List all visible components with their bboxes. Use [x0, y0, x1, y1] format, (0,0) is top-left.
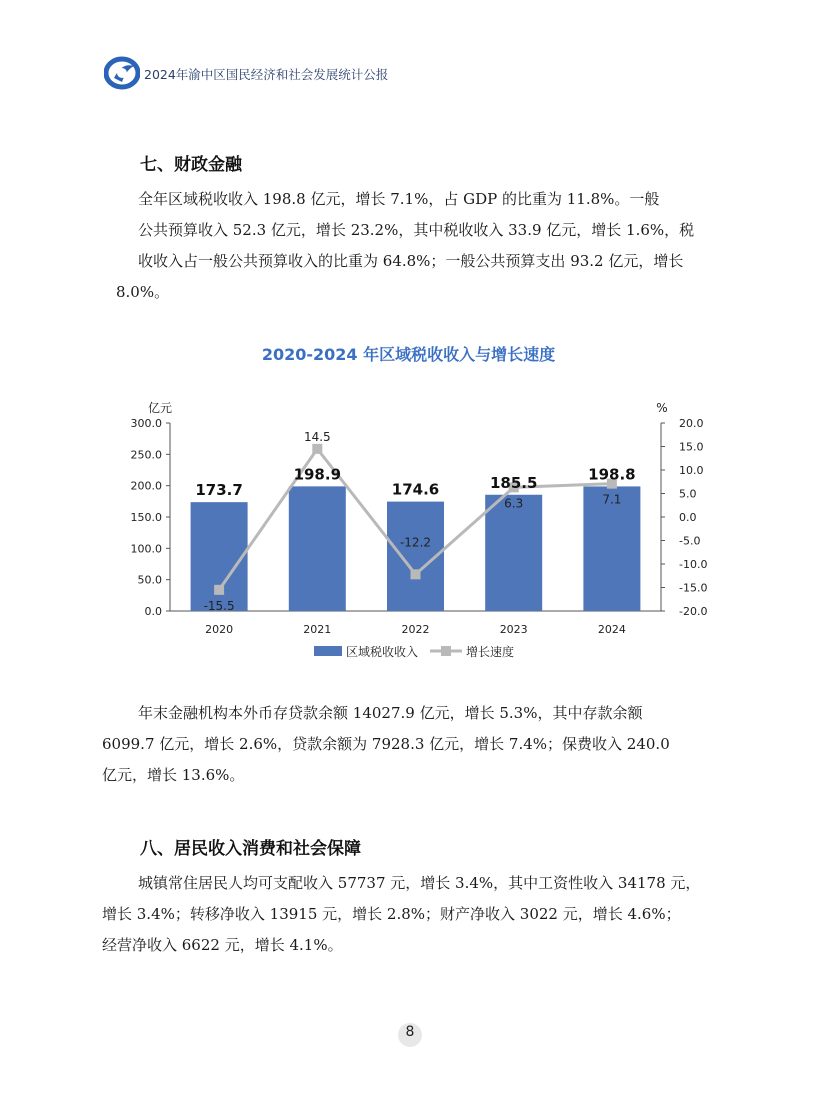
y-tick-label: 200.0	[130, 479, 162, 493]
legend-bar-swatch	[314, 646, 342, 656]
x-tick-label: 2024	[597, 623, 626, 636]
bar	[289, 486, 346, 611]
x-tick-label: 2020	[205, 623, 234, 636]
paragraph-resident-income	[102, 868, 701, 961]
y2-tick-label: -10.0	[679, 558, 708, 571]
bar-value-label: 198.9	[293, 465, 342, 484]
paragraph-financial-institutions	[102, 698, 688, 791]
legend-line-marker	[441, 646, 451, 656]
growth-value-label: -12.2	[399, 535, 432, 550]
y-tick-label: 250.0	[130, 448, 162, 462]
growth-point	[312, 444, 322, 454]
header-title: 2024年渝中区国民经济和社会发展统计公报	[144, 67, 389, 82]
legend-line-label: 增长速度	[466, 645, 515, 659]
legend-bar-label: 区域税收收入	[346, 645, 419, 659]
y-tick-label: 100.0	[130, 542, 162, 556]
section-title-income: 八、居民收入消费和社会保障	[140, 839, 361, 859]
text-line: 全年区域税收收入 198.8 亿元，增长 7.1%，占 GDP 的比重为 11.8%。一般	[138, 190, 660, 208]
growth-value-label: 6.3	[504, 496, 524, 511]
y-tick-label: 0.0	[144, 605, 162, 618]
bar-value-label: 185.5	[489, 473, 538, 492]
growth-value-label: 14.5	[303, 429, 331, 444]
text-line: 亿元，增长 13.6%。	[102, 766, 245, 784]
y-tick-label: 50.0	[137, 573, 162, 587]
y-axis-label: 亿元	[147, 401, 173, 415]
page-number-badge	[392, 1018, 432, 1054]
x-tick-label: 2022	[401, 623, 430, 636]
x-tick-label: 2021	[303, 623, 332, 636]
y2-tick-label: 0.0	[679, 511, 697, 524]
text-line: 增长 3.4%；转移净收入 13915 元，增长 2.8%；财产净收入 3022 元，增长 4.6%；	[102, 905, 681, 923]
growth-point	[411, 569, 421, 579]
bar	[485, 495, 542, 611]
y2-tick-label: 5.0	[679, 487, 697, 501]
y2-tick-label: -15.0	[679, 581, 708, 595]
page-header	[104, 56, 784, 92]
y2-tick-label: 20.0	[679, 417, 704, 430]
text-line: 经营净收入 6622 元，增长 4.1%。	[102, 936, 343, 954]
growth-point	[214, 585, 224, 595]
text-line: 公共预算收入 52.3 亿元，增长 23.2%，其中税收收入 33.9 亿元，增长 1.6%，税	[138, 221, 695, 239]
y-tick-label: 150.0	[130, 511, 162, 524]
text-line: 城镇常住居民人均可支配收入 57737 元，增长 3.4%，其中工资性收入 34178 元，	[138, 874, 701, 892]
y2-axis-label: %	[656, 401, 668, 415]
y2-tick-label: -20.0	[679, 605, 708, 618]
growth-value-label: 7.1	[602, 492, 622, 507]
text-line: 收收入占一般公共预算收入的比重为 64.8%；一般公共预算支出 93.2 亿元，增长	[138, 252, 684, 270]
y-tick-label: 300.0	[130, 417, 162, 430]
section-title-finance: 七、财政金融	[140, 155, 242, 175]
page-number: 8	[405, 1024, 415, 1040]
y2-tick-label: -5.0	[679, 534, 701, 548]
chart-title: 2020-2024 年区域税收收入与增长速度	[261, 345, 556, 364]
text-line: 年末金融机构本外币存贷款余额 14027.9 亿元，增长 5.3%，其中存款余额	[138, 704, 643, 722]
x-tick-label: 2023	[499, 623, 528, 636]
text-line: 6099.7 亿元，增长 2.6%，贷款余额为 7928.3 亿元，增长 7.4%；保费收入 240.0	[102, 735, 670, 753]
bar-value-label: 174.6	[391, 480, 440, 499]
y2-tick-label: 15.0	[679, 440, 704, 454]
paragraph-tax-revenue	[116, 184, 695, 308]
growth-value-label: -15.5	[203, 598, 235, 613]
tax-revenue-chart	[118, 390, 718, 670]
y2-tick-label: 10.0	[679, 464, 704, 477]
bureau-logo-icon	[104, 56, 140, 90]
bar-value-label: 198.8	[588, 465, 636, 484]
text-line: 8.0%。	[116, 283, 170, 301]
bar-value-label: 173.7	[195, 481, 243, 500]
